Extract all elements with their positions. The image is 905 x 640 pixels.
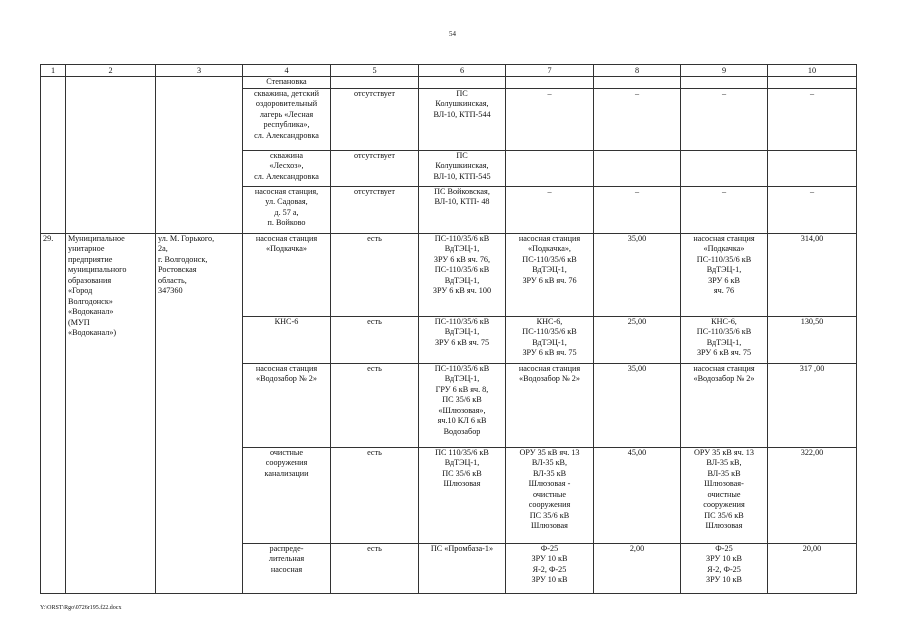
power-kw: 45,00 [594,447,681,543]
capacity: 314,00 [768,233,857,316]
reserve-source: насосная станция «Водозабор № 2» [506,363,594,447]
power-kw: 35,00 [594,363,681,447]
object-name: очистные сооружения канализации [243,447,331,543]
organization-name: Муниципальное унитарное предприятие муниципального образования «Город Волгодонск» «Водоканал» (МУП «Водоканал») [66,233,156,593]
power-source [419,77,506,89]
reserve-source [506,77,594,89]
capacity: 322,00 [768,447,857,543]
power-source: ПС-110/35/6 кВ ВдТЭЦ-1, ЗРУ 6 кВ яч. 75 [419,316,506,363]
empty-cell [66,77,156,234]
reserve-status: отсутствует [331,150,419,186]
row-number: 29. [41,233,66,593]
power-kw [594,77,681,89]
power-supply-table [40,64,857,594]
connection-point: КНС-6, ПС-110/35/6 кВ ВдТЭЦ-1, ЗРУ 6 кВ яч. 75 [681,316,768,363]
column-header: 2 [66,65,156,77]
column-header: 1 [41,65,66,77]
connection-point [681,77,768,89]
empty-cell [156,77,243,234]
power-kw: – [594,88,681,150]
connection-point: Ф-25 ЗРУ 10 кВ Я-2, Ф-25 ЗРУ 10 кВ [681,543,768,593]
reserve-status: отсутствует [331,186,419,233]
power-source: ПС Войковская, ВЛ-10, КТП- 48 [419,186,506,233]
power-kw [594,150,681,186]
power-kw: 2,00 [594,543,681,593]
power-kw: 25,00 [594,316,681,363]
connection-point: ОРУ 35 кВ яч. 13 ВЛ-35 кВ, ВЛ-35 кВ Шлюзовая- очистные сооружения ПС 35/6 кВ Шлюзовая [681,447,768,543]
footer-file-path: Y:\ORST\Rgo\0726r195.f22.docx [40,605,122,611]
capacity: 130,50 [768,316,857,363]
capacity [768,77,857,89]
capacity [768,150,857,186]
header-row [41,65,857,77]
object-name: скважина, детский оздоровительный лагерь «Лесная республика», сл. Александровка [243,88,331,150]
power-source: ПС Колушкинская, ВЛ-10, КТП-544 [419,88,506,150]
reserve-source: ОРУ 35 кВ яч. 13 ВЛ-35 кВ, ВЛ-35 кВ Шлюзовая - очистные сооружения ПС 35/6 кВ Шлюзовая [506,447,594,543]
reserve-source: – [506,88,594,150]
column-header: 4 [243,65,331,77]
column-header: 10 [768,65,857,77]
capacity: – [768,186,857,233]
page-number: 54 [449,30,456,38]
empty-cell [41,77,66,234]
reserve-source: насосная станция «Подкачка», ПС-110/35/6 кВ ВдТЭЦ-1, ЗРУ 6 кВ яч. 76 [506,233,594,316]
power-source: ПС-110/35/6 кВ ВдТЭЦ-1, ЗРУ 6 кВ яч. 76, ПС-110/35/6 кВ ВдТЭЦ-1, ЗРУ 6 кВ яч. 100 [419,233,506,316]
reserve-source: КНС-6, ПС-110/35/6 кВ ВдТЭЦ-1, ЗРУ 6 кВ яч. 75 [506,316,594,363]
power-source: ПС-110/35/6 кВ ВдТЭЦ-1, ГРУ 6 кВ яч. 8, ПС 35/6 кВ «Шлюзовая», яч.10 КЛ 6 кВ Водозабор [419,363,506,447]
connection-point: – [681,186,768,233]
object-name: распреде- лительная насосная [243,543,331,593]
column-header: 3 [156,65,243,77]
reserve-status: есть [331,543,419,593]
reserve-source [506,150,594,186]
power-kw: 35,00 [594,233,681,316]
power-source: ПС Колушкинская, ВЛ-10, КТП-545 [419,150,506,186]
column-header: 7 [506,65,594,77]
table-row [41,233,857,316]
reserve-status: есть [331,316,419,363]
reserve-status: есть [331,363,419,447]
connection-point: насосная станция «Подкачка» ПС-110/35/6 кВ ВдТЭЦ-1, ЗРУ 6 кВ яч. 76 [681,233,768,316]
power-kw: – [594,186,681,233]
column-header: 9 [681,65,768,77]
object-name: насосная станция «Подкачка» [243,233,331,316]
object-name: насосная станция «Водозабор № 2» [243,363,331,447]
reserve-status: есть [331,233,419,316]
column-header: 6 [419,65,506,77]
power-source: ПС «Промбаза-1» [419,543,506,593]
object-name: Степановка [243,77,331,89]
organization-address: ул. М. Горького, 2а, г. Волгодонск, Ростовская область, 347360 [156,233,243,593]
connection-point: насосная станция «Водозабор № 2» [681,363,768,447]
table-row [41,77,857,89]
reserve-status: отсутствует [331,88,419,150]
reserve-status [331,77,419,89]
reserve-source: – [506,186,594,233]
column-header: 5 [331,65,419,77]
column-header: 8 [594,65,681,77]
connection-point [681,150,768,186]
reserve-source: Ф-25 ЗРУ 10 кВ Я-2, Ф-25 ЗРУ 10 кВ [506,543,594,593]
capacity: 317 ,00 [768,363,857,447]
capacity: 20,00 [768,543,857,593]
capacity: – [768,88,857,150]
object-name: насосная станция, ул. Садовая, д. 57 а, п. Войково [243,186,331,233]
object-name: скважина «Лесхоз», сл. Александровка [243,150,331,186]
object-name: КНС-6 [243,316,331,363]
reserve-status: есть [331,447,419,543]
power-source: ПС 110/35/6 кВ ВдТЭЦ-1, ПС 35/6 кВ Шлюзовая [419,447,506,543]
connection-point: – [681,88,768,150]
